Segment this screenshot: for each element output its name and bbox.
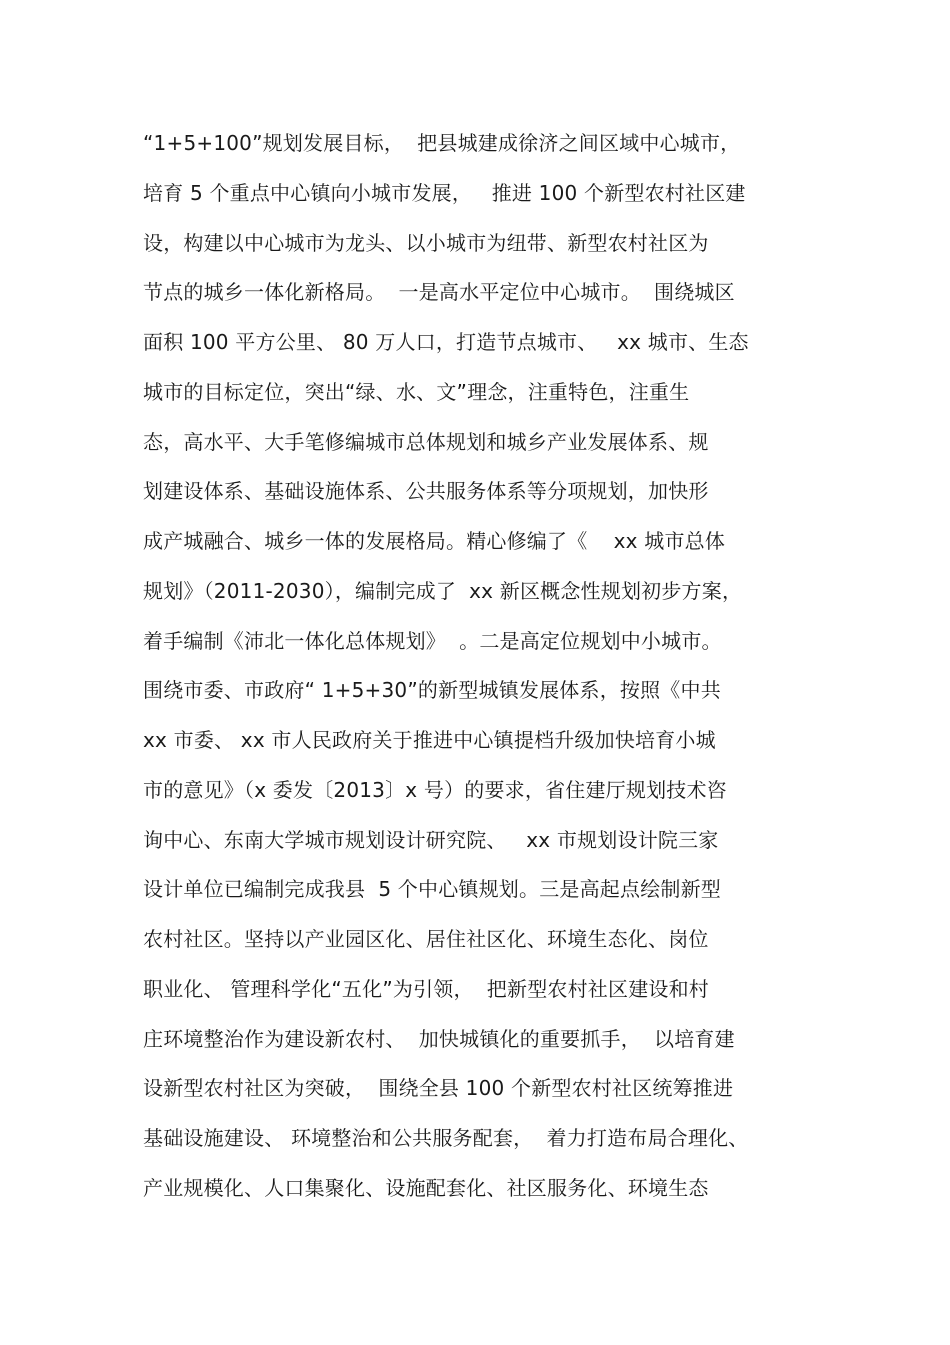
text-line-2: 培育 5 个重点中心镇向小城市发展， 推进 100 个新型农村社区建 [143, 180, 746, 205]
text-line-18: 职业化、 管理科学化“五化”为引领， 把新型农村社区建设和村 [143, 976, 709, 1001]
text-line-14: 市的意见》（x 委发〔2013〕x 号）的要求，省住建厅规划技术咨 [143, 777, 727, 802]
text-line-4: 节点的城乡一体化新格局。 一是高水平定位中心城市。 围绕城区 [143, 280, 735, 305]
text-line-21: 基础设施建设、 环境整治和公共服务配套， 着力打造布局合理化、 [143, 1126, 749, 1150]
text-line-15: 询中心、东南大学城市规划设计研究院、 xx 市规划设计院三家 [143, 827, 719, 852]
text-line-19: 庄环境整治作为建设新农村、 加快城镇化的重要抓手， 以培育建 [143, 1026, 735, 1051]
body-text [143, 123, 813, 1218]
text-line-12: 围绕市委、市政府“ 1+5+30”的新型城镇发展体系，按照《中共 [143, 678, 721, 703]
text-line-17: 农村社区。坚持以产业园区化、居住社区化、环境生态化、岗位 [143, 927, 709, 951]
text-line-3: 设，构建以中心城市为龙头、以小城市为纽带、新型农村社区为 [143, 230, 709, 255]
text-line-9: 成产城融合、城乡一体的发展格局。精心修编了《 xx 城市总体 [143, 529, 726, 553]
text-line-5: 面积 100 平方公里、 80 万人口，打造节点城市、 xx 城市、生态 [143, 330, 749, 354]
text-line-10: 规划》（2011-2030），编制完成了 xx 新区概念性规划初步方案， [143, 578, 743, 603]
text-line-8: 划建设体系、基础设施体系、公共服务体系等分项规划，加快形 [143, 479, 709, 504]
text-line-11: 着手编制《沛北一体化总体规划》 。二是高定位规划中小城市。 [143, 628, 722, 653]
text-line-16: 设计单位已编制完成我县 5 个中心镇规划。三是高起点绘制新型 [143, 877, 721, 902]
text-line-7: 态，高水平、大手笔修编城市总体规划和城乡产业发展体系、规 [143, 429, 709, 454]
text-line-6: 城市的目标定位，突出“绿、水、文”理念，注重特色，注重生 [143, 379, 690, 404]
text-line-20: 设新型农村社区为突破， 围绕全县 100 个新型农村社区统筹推进 [143, 1076, 734, 1101]
text-line-22: 产业规模化、人口集聚化、设施配套化、社区服务化、环境生态 [143, 1175, 709, 1200]
text-line-1: “1+5+100”规划发展目标， 把县城建成徐济之间区域中心城市， [143, 131, 741, 155]
text-line-13: xx 市委、 xx 市人民政府关于推进中心镇提档升级加快培育小城 [143, 728, 716, 752]
